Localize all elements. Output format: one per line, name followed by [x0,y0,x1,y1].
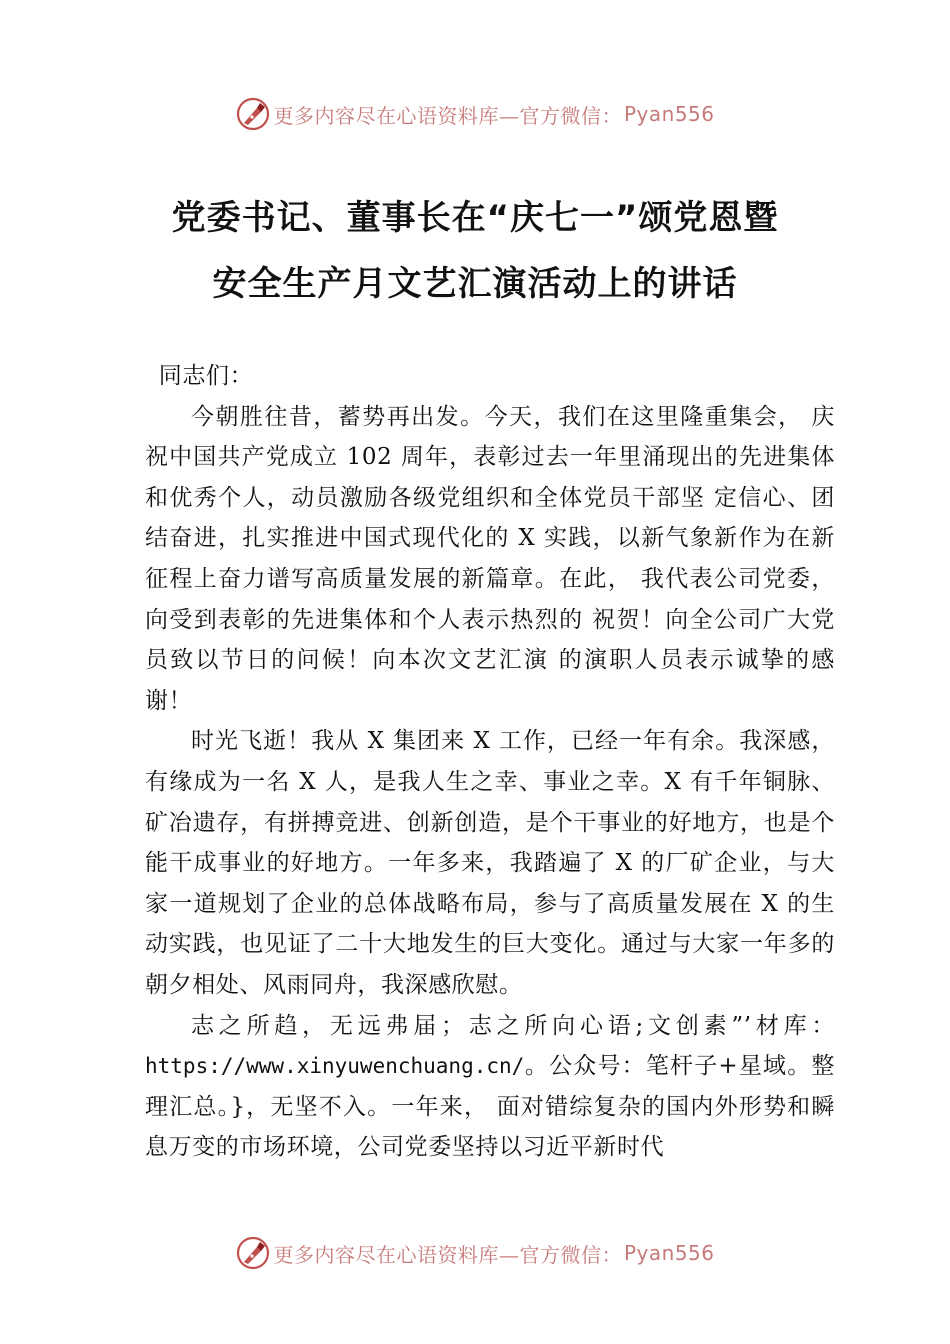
paragraph-3-text-b: 。公众号：笔杆子+星域。整理汇总。}，无坚不入。一年来， 面对错综复杂的国内外形势和瞬息万变的市场环境，公司党委坚持以习近平新时代 [145,1053,835,1161]
paragraph-3-text-a: 志之所趋，无远弗届；志之所向心语;文创素”’材库： [191,1012,835,1039]
document-title-line-1: 党委书记、董事长在“庆七一”颂党恩暨 [171,198,779,238]
document-body [145,356,835,1168]
watermark-text: 更多内容尽在心语资料库—官方微信： [273,1242,622,1267]
source-url: https://www.xinyuwenchuang.cn/ [145,1054,525,1079]
watermark-id: Pyan556 [623,1241,715,1265]
watermark-footer [0,1233,950,1273]
paragraph-3 [145,1006,835,1168]
pen-nib-icon [235,1235,271,1271]
watermark-id: Pyan556 [623,102,715,126]
pen-nib-icon [235,96,271,132]
watermark-text: 更多内容尽在心语资料库—官方微信： [273,103,622,128]
greeting: 同志们： [158,363,254,389]
paragraph-1: 今朝胜往昔，蓄势再出发。今天，我们在这里隆重集会， 庆祝中国共产党成立 102 周年，表彰过去一年里涌现出的先进集体和优秀个人，动员激励各级党组织和全体党员干部坚 定信心、团结奋进，扎实推进中国式现代化的 X 实践，以新气象新作为在新征程上奋力谱写高质量发展的新篇章。在此， 我代表公司党委，向受到表彰的先进集体和个人表示热烈的 祝贺！向全公司广大党员致以节日的问候！向本次文艺汇演 的演职人员表示诚挚的感谢！ [145,403,835,714]
document-title-line-2: 安全生产月文艺汇演活动上的讲话 [212,264,738,304]
paragraph-2: 时光飞逝！我从 X 集团来 X 工作，已经一年有余。我深感，有缘成为一名 X 人，是我人生之幸、事业之幸。X 有千年铜脉、矿冶遗存，有拼搏竞进、创新创造，是个干事业的好地方，也是个能干成事业的好地方。一年多来，我踏遍了 X 的厂矿企业，与大家一道规划了企业的总体战略布局，参与了高质量发展在 X 的生动实践，也见证了二十大地发生的巨大变化。通过与大家一年多的朝夕相处、风雨同舟，我深感欣慰。 [145,728,835,998]
watermark-header [0,94,950,134]
